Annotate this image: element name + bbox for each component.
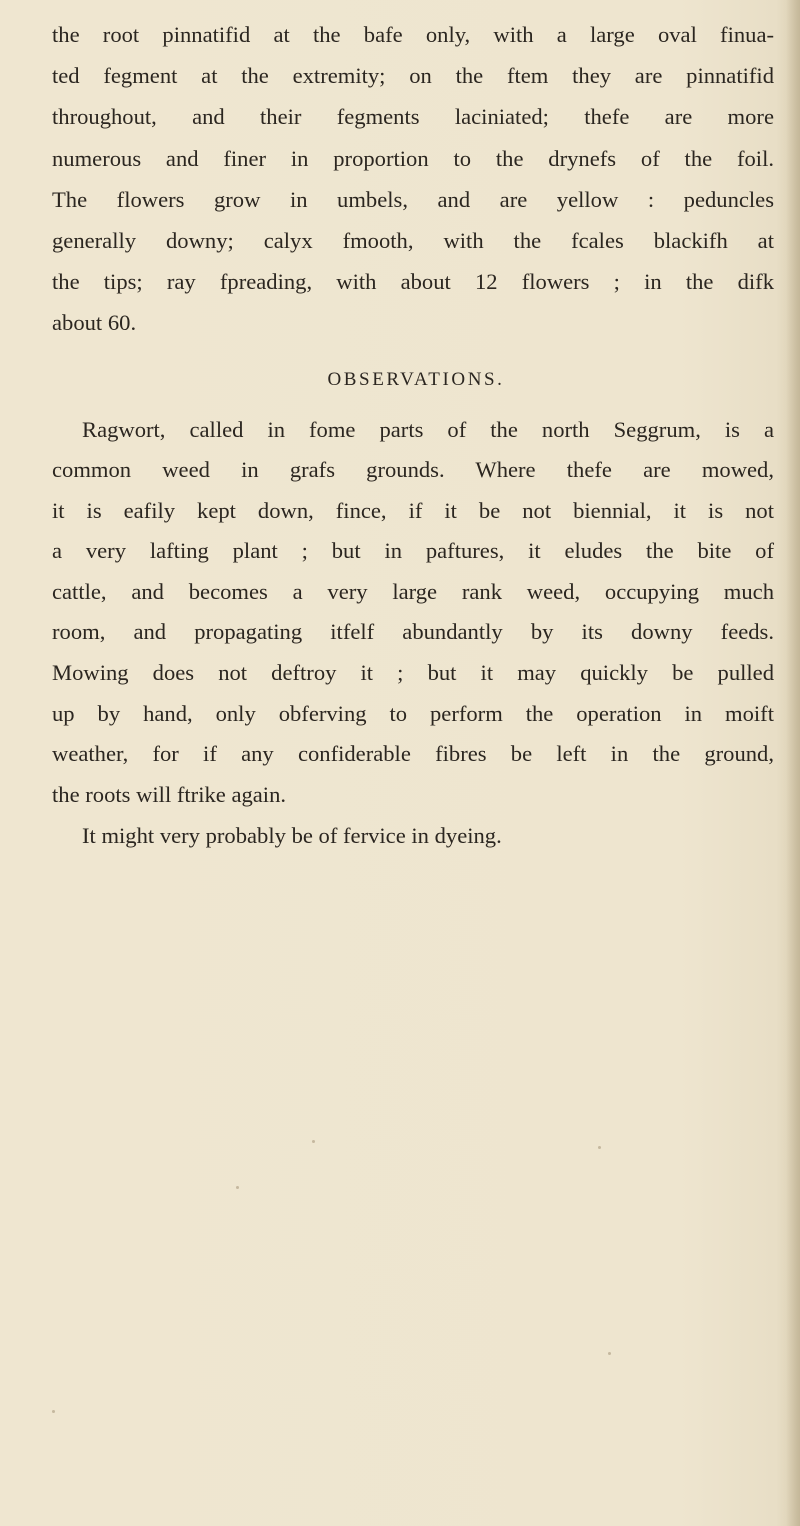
text-line: Mowing does not deftroy it ; but it may quickly be pulled [52,660,774,686]
text-line: Ragwort, called in fome parts of the north Seggrum, is a [82,416,774,442]
text-line: it is eafily kept down, fince, if it be not biennial, it is not [52,497,774,523]
text-line: the roots will ftrike again. [52,781,287,807]
text-line: about 60. [52,310,137,336]
text-line: ted fegment at the extremity; on the ftem they are pinnatifid [52,63,774,89]
text-line: up by hand, only obferving to perform the operation in moift [52,700,774,726]
text-line: weather, for if any confiderable fibres be left in the ground, [52,741,774,767]
text-line: the tips; ray fpreading, with about 12 flowers ; in the difk [52,269,774,295]
text-line: numerous and finer in proportion to the drynefs of the foil. [52,145,774,171]
section-heading: OBSERVATIONS. [327,368,505,390]
paper-speck [312,1140,315,1143]
text-line: cattle, and becomes a very large rank weed, occupying much [52,578,774,604]
text-line: throughout, and their fegments laciniated; thefe are more [52,104,774,130]
paper-speck [52,1410,55,1413]
text-line: common weed in grafs grounds. Where thefe are mowed, [52,457,774,483]
paper-speck [236,1186,239,1189]
text-line: a very lafting plant ; but in paftures, it eludes the bite of [52,538,774,564]
paragraph-dyeing [52,815,774,856]
text-line: It might very probably be of fervice in dyeing. [82,823,502,849]
text-line: the root pinnatifid at the bafe only, with a large oval finua- [52,22,774,47]
paper-speck [608,1352,611,1355]
paper-speck [598,1146,601,1149]
paragraph-description [52,14,774,344]
paragraph-observations [52,410,774,816]
page-text [52,14,774,857]
text-line: The flowers grow in umbels, and are yellow : peduncles [52,186,774,212]
text-line: room, and propagating itfelf abundantly by its downy feeds. [52,619,774,645]
page-edge-shadow [786,0,800,1526]
text-line: generally downy; calyx fmooth, with the fcales blackifh at [52,227,774,253]
